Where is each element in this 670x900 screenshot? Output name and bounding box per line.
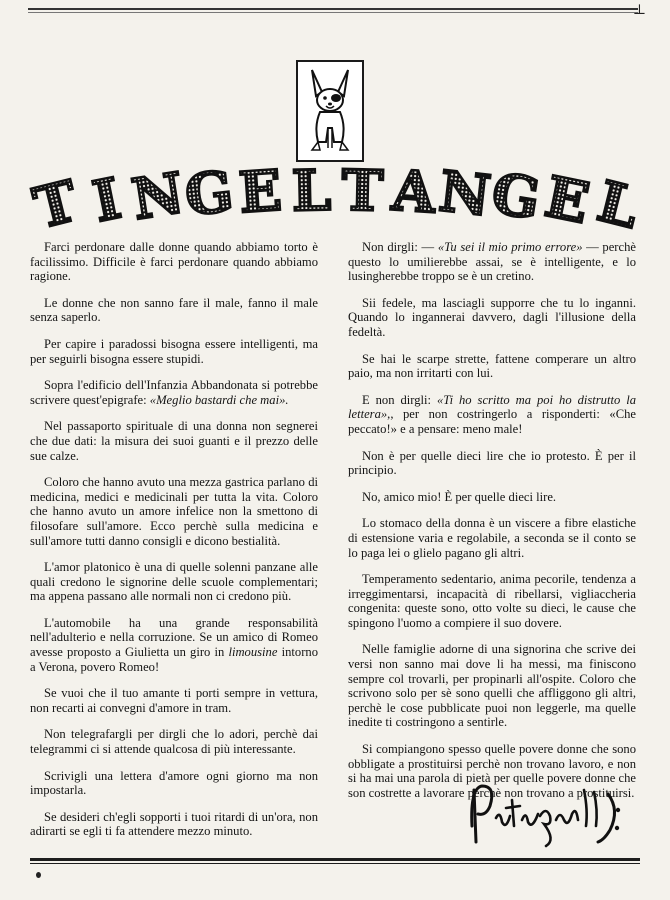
title-letter: T	[27, 167, 84, 243]
paragraph: No, amico mio! È per quelle dieci lire.	[362, 489, 557, 504]
title-letter: G	[487, 160, 545, 233]
bottom-rule-thin	[30, 863, 640, 864]
paragraph: Le donne che non sanno fare il male, fanno il male senza saperlo.	[30, 295, 318, 325]
title-letter: A	[389, 157, 438, 227]
title-letter: T	[341, 157, 385, 225]
paragraph: Scrivigli una lettera d'amore ogni giorno ma non impostarla.	[30, 768, 318, 798]
paragraph: L'amor platonico è una di quelle solenni panzane alle quali credono le signorine delle scuole complementari; ma appena passano alle normali non ci credono più.	[30, 560, 318, 604]
paragraph: Per capire i paradossi bisogna essere intelligenti, ma per seguirli bisogna essere stupidi.	[30, 336, 318, 366]
paragraph: Sii fedele, ma lasciagli supporre che tu lo inganni. Quando lo ingannerai davvero, dagli l'illusione della fedeltà.	[348, 295, 636, 339]
paragraph: Se hai le scarpe strette, fattene comperare un altro paio, ma non irritarti con lui.	[348, 351, 636, 381]
paragraph: Nelle famiglie adorne di una signorina che scrive dei versi non sanno mai dove li ha messi, ma finiscono sempre col trovarli, per propinarli all'ospite. Coloro che scrivono solo per sè sono quelli che affliggono gli altri, perchè le cose pubblicate puoi non leggerle, ma quelle inedite ti costringono a sentirle.	[348, 642, 636, 730]
top-rule-thin	[28, 12, 638, 13]
title-letter: G	[181, 158, 237, 230]
title-letter: E	[539, 163, 595, 237]
title-letter: I	[87, 165, 127, 236]
page-title	[27, 150, 646, 243]
paragraph: Se desideri ch'egli sopporti i tuoi ritardi di un'ora, non adirarti se egli ti fa attendere mezzo minuto.	[30, 809, 318, 839]
top-rule	[28, 8, 638, 10]
paragraph: Temperamento sedentario, anima pecorile, tendenza a irreggimentarsi, incapacità di ribellarsi, vigliaccheria congenita: queste sono, otto volte su dieci, le cause che spingono l'uomo a compiere il suo dovere.	[348, 572, 636, 630]
page-mark	[36, 872, 41, 878]
paragraph: Non telegrafargli per dirgli che lo adori, perchè dai telegrammi ci si attende qualcosa di più interessante.	[30, 727, 318, 757]
paragraph: Lo stomaco della donna è un viscere a fibre elastiche di estensione varia e regolabile, a seconda se il conto se lo paga lei o glielo pagano gli altri.	[348, 516, 636, 560]
signature	[460, 770, 635, 850]
paragraph: Nel passaporto spirituale di una donna non segnerei che due dati: la misura dei suoi guanti e il prezzo delle sue calze.	[30, 419, 318, 463]
title-letter: L	[291, 157, 332, 225]
dog-illustration-icon	[296, 60, 364, 162]
paragraph: Farci perdonare dalle donne quando abbiamo torto è facilissimo. Difficile è farci perdonare quando abbiamo ragione.	[30, 240, 318, 284]
paragraph: L'automobile ha una grande responsabilità nell'adulterio e nella corruzione. Se un amico di Romeo avesse proposto a Giulietta un giro in limousine intorno a Verona, povero Romeo!	[30, 615, 319, 674]
paragraph: Sopra l'edificio dell'Infanzia Abbandonata si potrebbe scrivere quest'epigrafe: «Meglio bastardi che mai».	[30, 378, 318, 407]
right-column	[348, 240, 636, 812]
paragraph: Non è per quelle dieci lire che io protesto. È per il principio.	[348, 448, 636, 478]
title-letter: N	[435, 158, 494, 230]
title-letter: N	[127, 160, 189, 234]
paragraph: E non dirgli: «Ti ho scritto ma poi ho distrutto la lettera»,, per non costringerlo a risponderti: «Che peccato!» e a pensare: meno male!	[348, 392, 636, 436]
title-letter: E	[236, 157, 284, 227]
article-body	[30, 240, 642, 856]
paragraph: Si compiangono spesso quelle povere donne che sono obbligate a prostituirsi perchè non trovano lavoro, e non si ha mai una parola di pietà per quelle povere donne che son costrette a lavorare perchè non trovano a prostituirsi.	[348, 742, 636, 800]
paragraph: Coloro che hanno avuto una mezza gastrica parlano di medicina, medici e medicinali per tutta la vita. Coloro che hanno avuto un amore infelice non la smettono di filosofare sull'amore. Ecco perchè sulla medicina e sull'amore tutti danno consigli e dicono bestialità.	[30, 475, 318, 548]
left-column	[30, 240, 318, 851]
title-letter: L	[591, 168, 646, 242]
bottom-rule	[30, 858, 640, 861]
paragraph: Non dirgli: — «Tu sei il mio primo errore» — perchè questo lo umilierebbe assai, se è intelligente, e lo lusingherebbe troppo se è un cretino.	[348, 240, 636, 284]
corner-mark: ⊥	[632, 3, 646, 18]
paragraph: Se vuoi che il tuo amante ti porti sempre in vettura, non recarti ai convegni d'amore in tram.	[30, 686, 318, 715]
